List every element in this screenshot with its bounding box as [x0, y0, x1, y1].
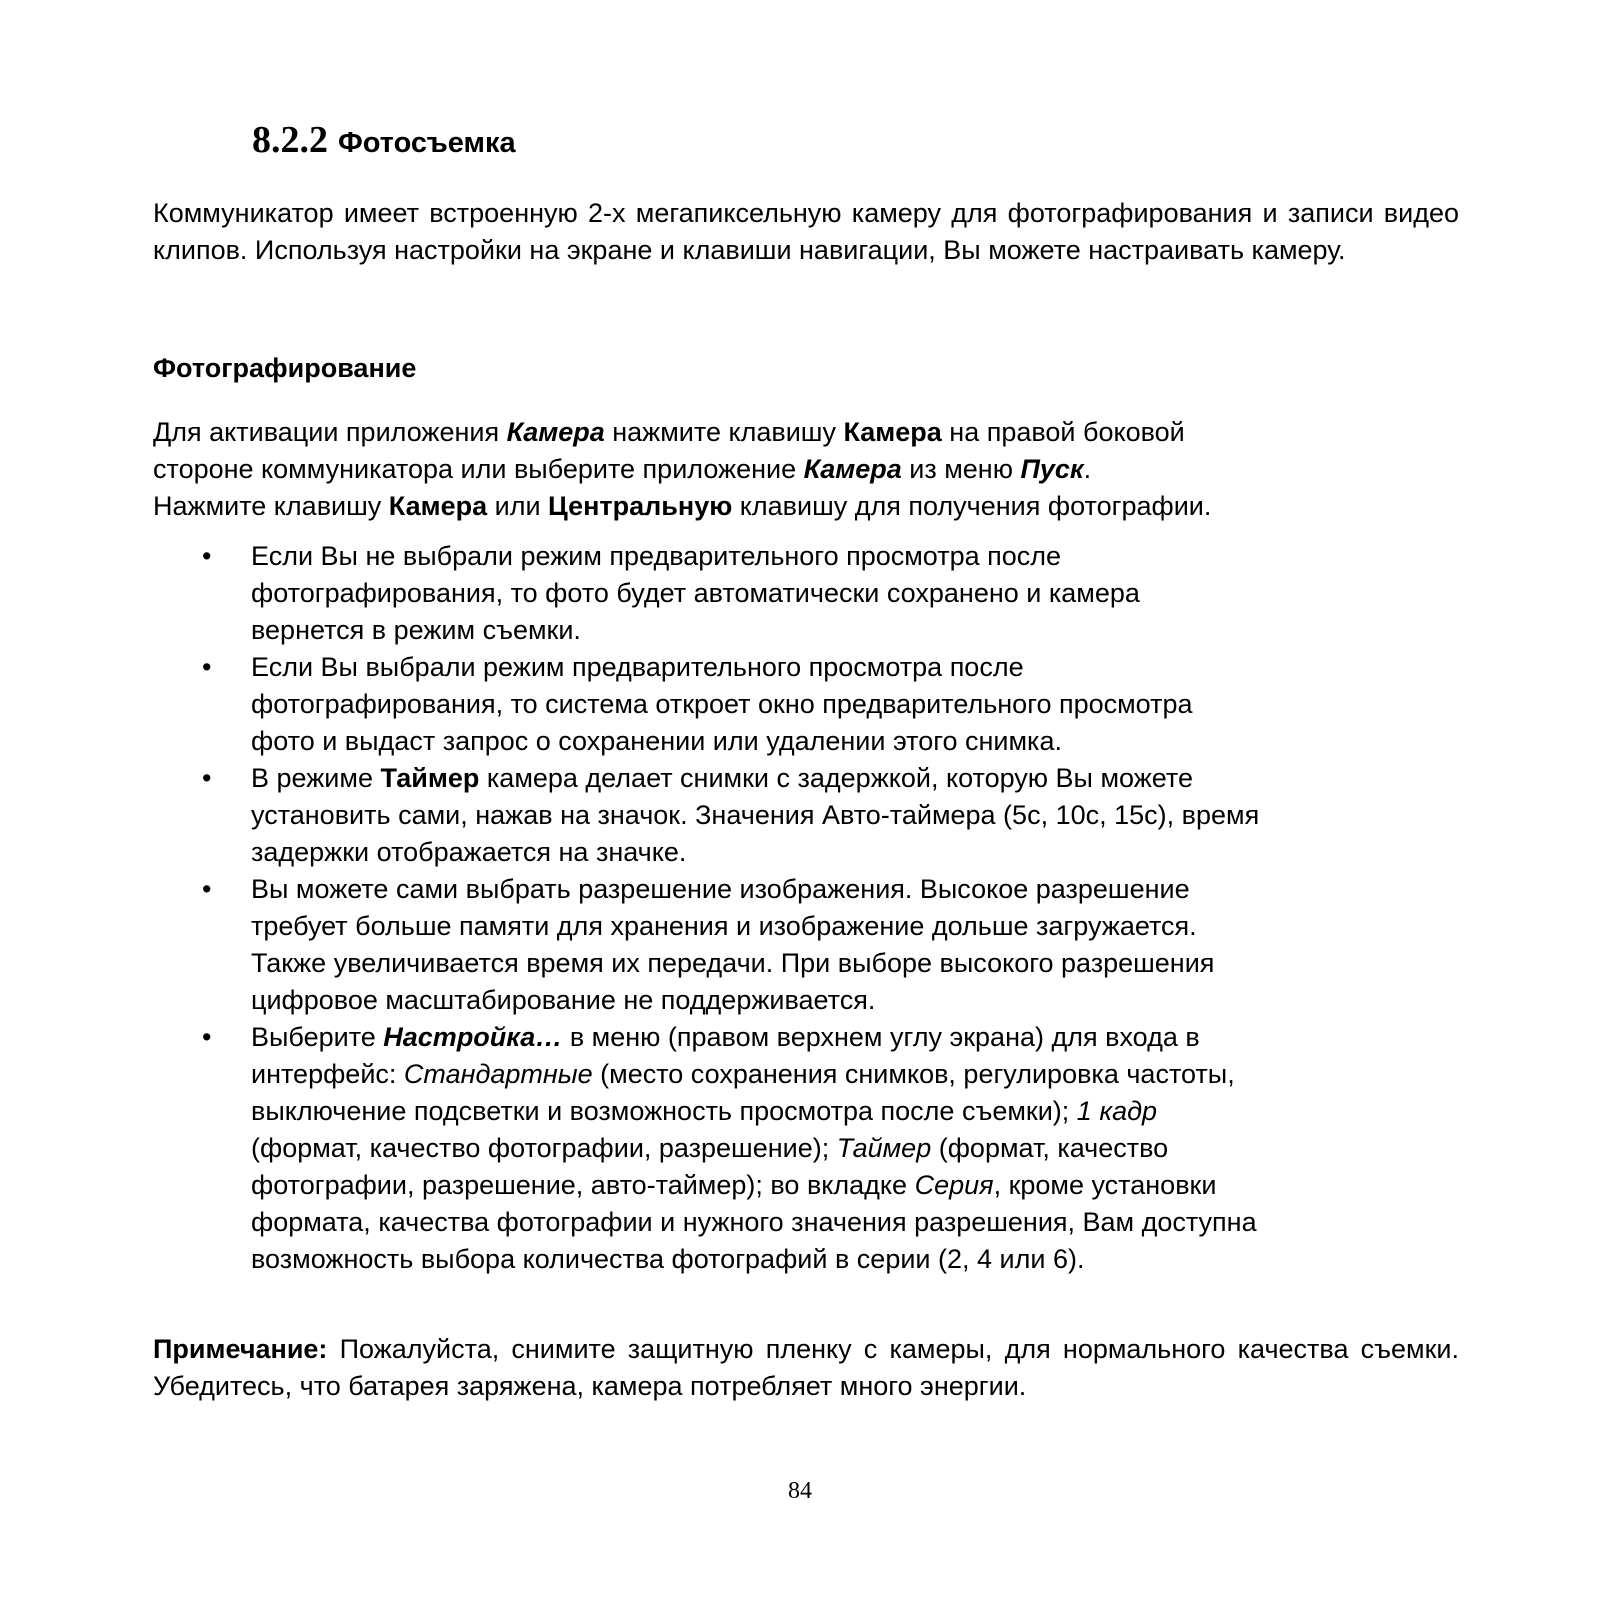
list-item: • Выберите Настройка… в меню (правом верхнем углу экрана) для входа в интерфейс: Стандартные (место сохранения снимков, регулировка частоты, выключение подсветки и возможность просмотра после съемки); 1 кадр (формат, качество фотографии, разрешение); Таймер (формат, качество фотографии, разрешение, авто-таймер); во вкладке Серия, кроме установки формата, качества фотографии и нужного значения разрешения, Вам доступна возможность выбора количества фотографий в серии (2, 4 или 6). — [153, 1019, 1459, 1278]
camera-key-name: Камера — [388, 491, 488, 521]
bullet-icon: • — [202, 1022, 212, 1052]
center-key-name: Центральную — [548, 491, 733, 521]
bullet-list — [153, 538, 1459, 1278]
bullet-icon: • — [202, 763, 212, 793]
list-item: • Если Вы не выбрали режим предварительного просмотра после фотографирования, то фото будет автоматически сохранено и камера вернется в режим съемки. — [153, 538, 1459, 649]
camera-app-name: Камера — [506, 417, 605, 447]
section-heading — [252, 118, 516, 162]
settings-menu-name: Настройка… — [383, 1022, 563, 1052]
note-label: Примечание: — [153, 1334, 328, 1364]
section-number: 8.2.2 — [252, 119, 328, 161]
note-paragraph — [153, 1331, 1459, 1405]
single-frame-tab-name: 1 кадр — [1076, 1096, 1158, 1126]
subheading-photography: Фотографирование — [153, 353, 417, 383]
timer-mode-name: Таймер — [380, 763, 480, 793]
activation-line-3: Нажмите клавишу Камера или Центральную клавишу для получения фотографии. — [153, 491, 1212, 521]
start-menu-name: Пуск — [1020, 454, 1084, 484]
camera-app-name: Камера — [803, 454, 902, 484]
camera-key-name: Камера — [843, 417, 942, 447]
intro-paragraph: Коммуникатор имеет встроенную 2-х мегапиксельную камеру для фотографирования и записи видео клипов. Используя настройки на экране и клавиши навигации, Вы можете настраивать камеру. — [153, 198, 1459, 265]
bullet-icon: • — [202, 874, 212, 904]
activation-line-1: Для активации приложения Камера нажмите клавишу Камера на правой боковой — [153, 417, 1185, 447]
bullet-icon: • — [202, 541, 212, 571]
series-tab-name: Серия — [914, 1170, 994, 1200]
standard-tab-name: Стандартные — [403, 1059, 593, 1089]
note-text: Пожалуйста, снимите защитную пленку с камеры, для нормального качества съемки. Убедитесь, что батарея заряжена, камера потребляет много энергии. — [153, 1334, 1459, 1401]
list-item: • В режиме Таймер камера делает снимки с задержкой, которую Вы можете установить сами, нажав на значок. Значения Авто-таймера (5с, 10с, 15с), время задержки отображается на значке. — [153, 760, 1459, 871]
section-title: Фотосъемка — [338, 127, 516, 159]
activation-paragraph — [153, 414, 1459, 525]
list-item: • Если Вы выбрали режим предварительного просмотра после фотографирования, то система откроет окно предварительного просмотра фото и выдаст запрос о сохранении или удалении этого снимка. — [153, 649, 1459, 760]
activation-line-2: стороне коммуникатора или выберите приложение Камера из меню Пуск. — [153, 454, 1092, 484]
list-item: • Вы можете сами выбрать разрешение изображения. Высокое разрешение требует больше памяти для хранения и изображение дольше загружается. Также увеличивается время их передачи. При выборе высокого разрешения цифровое масштабирование не поддерживается. — [153, 871, 1459, 1019]
bullet-icon: • — [202, 652, 212, 682]
timer-tab-name: Таймер — [836, 1133, 932, 1163]
page-number: 84 — [788, 1478, 812, 1504]
